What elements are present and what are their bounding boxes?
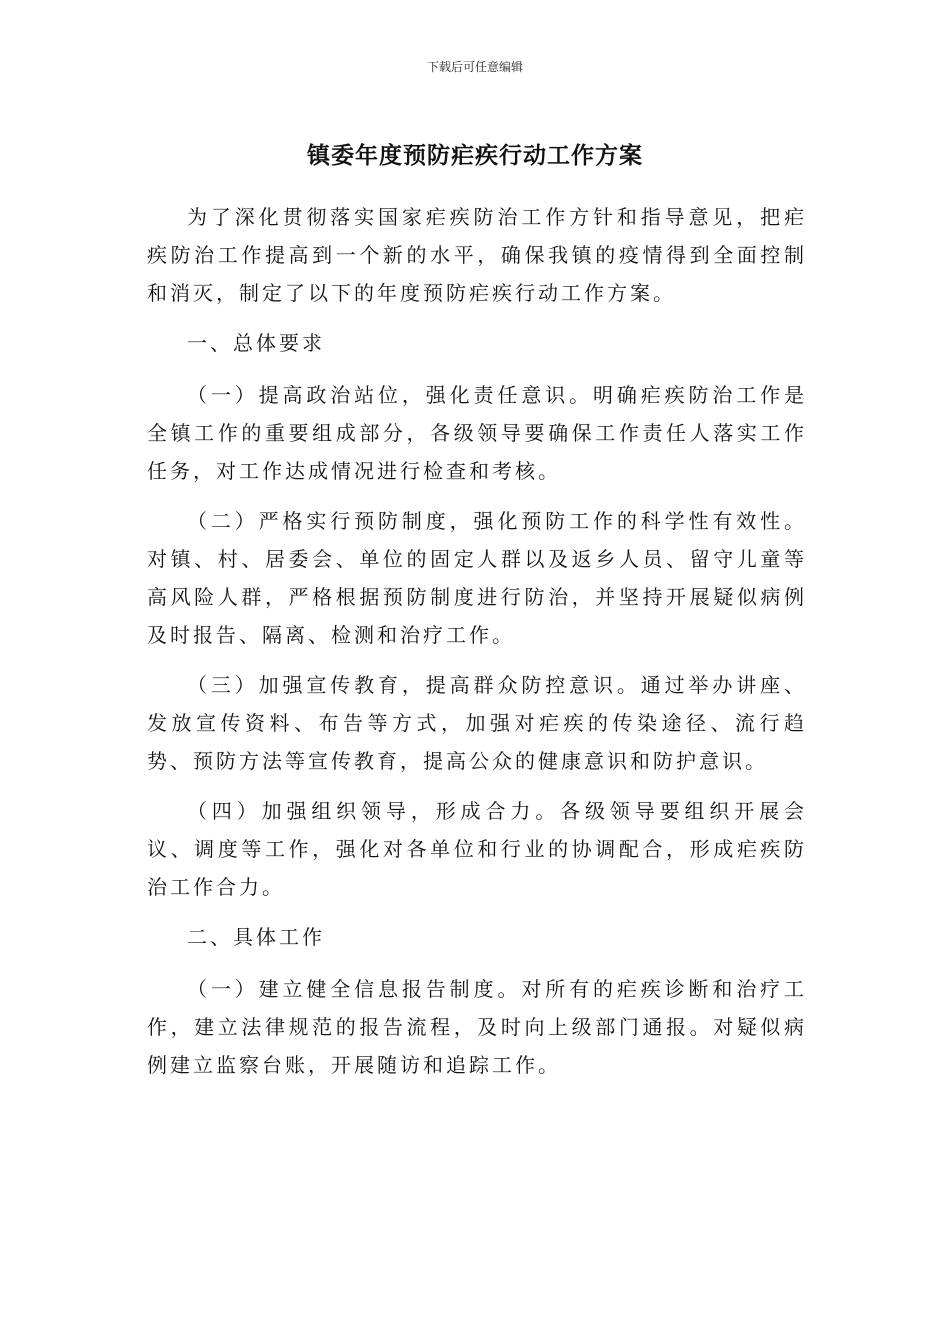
paragraph-information-reporting: （一）建立健全信息报告制度。对所有的疟疾诊断和治疗工作，建立法律规范的报告流程，及时向上级部门通报。对疑似病例建立监察台账，开展随访和追踪工作。 xyxy=(147,977,807,1077)
paragraph-organizational-leadership: （四）加强组织领导，形成合力。各级领导要组织开展会议、调度等工作，强化对各单位和行业的协调配合，形成疟疾防治工作合力。 xyxy=(147,799,807,899)
paragraph-publicity-education: （三）加强宣传教育，提高群众防控意识。通过举办讲座、发放宣传资料、布告等方式，加强对疟疾的传染途径、流行趋势、预防方法等宣传教育，提高公众的健康意识和防护意识。 xyxy=(147,673,807,773)
paragraph-prevention-system: （二）严格实行预防制度，强化预防工作的科学性有效性。对镇、村、居委会、单位的固定人群以及返乡人员、留守儿童等高风险人群，严格根据预防制度进行防治，并坚持开展疑似病例及时报告、隔离、检测和治疗工作。 xyxy=(147,509,807,647)
header-note: 下载后可任意编辑 xyxy=(426,60,523,74)
document-body xyxy=(147,198,807,1096)
paragraph-political-stance: （一）提高政治站位，强化责任意识。明确疟疾防治工作是全镇工作的重要组成部分，各级领导要确保工作责任人落实工作任务，对工作达成情况进行检查和考核。 xyxy=(147,383,807,483)
document-title: 镇委年度预防疟疾行动工作方案 xyxy=(307,143,643,169)
section-heading-specific-work: 二、具体工作 xyxy=(187,925,325,949)
intro-paragraph: 为了深化贯彻落实国家疟疾防治工作方针和指导意见，把疟疾防治工作提高到一个新的水平，确保我镇的疫情得到全面控制和消灭，制定了以下的年度预防疟疾行动工作方案。 xyxy=(147,205,807,305)
section-heading-general-requirements: 一、总体要求 xyxy=(187,331,325,355)
